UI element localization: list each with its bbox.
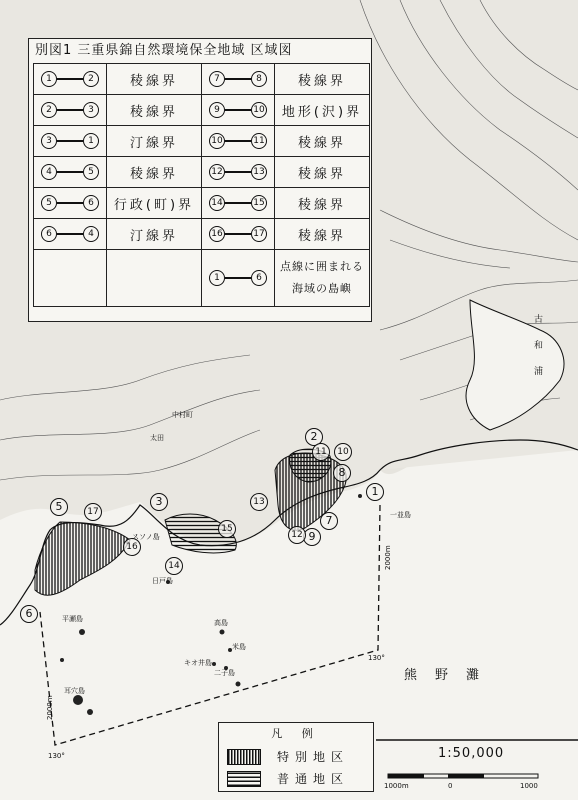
marker-2: 2 xyxy=(305,428,323,446)
boundary-pair xyxy=(34,164,106,180)
connector-line xyxy=(225,233,251,234)
place-ichinishima: 一並島 xyxy=(390,511,411,519)
connector-line xyxy=(57,78,83,79)
boundary-pair xyxy=(202,71,274,87)
scale-tick-1000: 1000 xyxy=(520,782,538,790)
right-pair-cell xyxy=(202,188,275,219)
left-pair-cell xyxy=(34,95,107,126)
place-kiojima: キオ井島 xyxy=(184,659,212,667)
connector-line xyxy=(57,233,83,234)
right-label-cell: 稜線界 xyxy=(275,219,370,250)
legend-ordinary-swatch xyxy=(227,771,261,787)
connector-line xyxy=(57,140,83,141)
deg-b: 130° xyxy=(48,752,65,760)
panel-title: 別図1 三重県錦自然環境保全地域 区域図 xyxy=(35,43,293,58)
marker-11: 11 xyxy=(312,443,330,461)
zone-boundary-panel xyxy=(28,38,372,322)
boundary-pair xyxy=(202,195,274,211)
marker-from: 6 xyxy=(41,226,57,242)
table-row xyxy=(34,157,370,188)
place-sunoshima: スソノ島 xyxy=(132,533,160,541)
connector-line xyxy=(57,109,83,110)
scale-tick-0: 0 xyxy=(448,782,453,790)
marker-6: 6 xyxy=(20,605,38,623)
connector-line xyxy=(57,202,83,203)
left-label-cell: 汀線界 xyxy=(107,126,202,157)
place-ota: 太田 xyxy=(150,434,164,442)
place-hikishima: 日戸島 xyxy=(152,577,173,585)
connector-line xyxy=(225,109,251,110)
marker-to: 8 xyxy=(251,71,267,87)
marker-to: 6 xyxy=(251,270,267,286)
scale-ratio: 1:50,000 xyxy=(438,746,505,761)
marker-to: 4 xyxy=(83,226,99,242)
boundary-pair xyxy=(34,226,106,242)
marker-14: 14 xyxy=(165,557,183,575)
marker-to: 13 xyxy=(251,164,267,180)
right-pair-cell xyxy=(202,157,275,188)
marker-5: 5 xyxy=(50,498,68,516)
legend xyxy=(218,722,374,792)
left-label-cell: 稜線界 xyxy=(107,64,202,95)
marker-from: 9 xyxy=(209,102,225,118)
right-label-cell: 稜線界 xyxy=(275,64,370,95)
right-label-cell: 地形(沢)界 xyxy=(275,95,370,126)
boundary-pair xyxy=(202,164,274,180)
marker-from: 4 xyxy=(41,164,57,180)
table-row-special xyxy=(34,250,370,307)
marker-16: 16 xyxy=(123,538,141,556)
marker-8: 8 xyxy=(333,464,351,482)
marker-3: 3 xyxy=(150,493,168,511)
left-label-cell: 行政(町)界 xyxy=(107,188,202,219)
marker-from: 12 xyxy=(209,164,225,180)
connector-line xyxy=(225,140,251,141)
table-row xyxy=(34,64,370,95)
right-label-cell: 稜線界 xyxy=(275,188,370,219)
left-label-cell: 汀線界 xyxy=(107,219,202,250)
marker-from: 1 xyxy=(209,270,225,286)
empty-cell xyxy=(34,250,107,307)
table-row xyxy=(34,188,370,219)
kumano-sea-label: 熊野灘 xyxy=(404,668,498,683)
scale-tick-1000m: 1000m xyxy=(384,782,409,790)
place-kowa-3: 浦 xyxy=(534,367,544,377)
special-label-cell xyxy=(275,250,370,307)
connector-line xyxy=(225,277,251,278)
right-label-cell: 稜線界 xyxy=(275,126,370,157)
right-pair-cell xyxy=(202,64,275,95)
marker-17: 17 xyxy=(84,503,102,521)
connector-line xyxy=(225,171,251,172)
empty-cell xyxy=(107,250,202,307)
left-label-cell: 稜線界 xyxy=(107,157,202,188)
table-row xyxy=(34,95,370,126)
boundary-pair xyxy=(34,133,106,149)
marker-15: 15 xyxy=(218,520,236,538)
right-pair-cell xyxy=(202,219,275,250)
legend-title: 凡 例 xyxy=(271,727,321,740)
boundary-table xyxy=(33,63,370,307)
right-pair-cell xyxy=(202,126,275,157)
boundary-pair xyxy=(34,71,106,87)
special-label-line2: 海域の島嶼 xyxy=(292,282,352,295)
place-mimiana: 耳穴島 xyxy=(64,687,85,695)
legend-special-label: 特別地区 xyxy=(277,750,350,764)
left-pair-cell xyxy=(34,219,107,250)
marker-from: 2 xyxy=(41,102,57,118)
marker-to: 10 xyxy=(251,102,267,118)
place-koshima: 米島 xyxy=(232,643,246,651)
marker-from: 7 xyxy=(209,71,225,87)
marker-7: 7 xyxy=(320,512,338,530)
marker-to: 11 xyxy=(251,133,267,149)
boundary-pair xyxy=(202,133,274,149)
depth-b: 2000m xyxy=(46,695,54,720)
table-row xyxy=(34,219,370,250)
place-takashima: 高島 xyxy=(214,619,228,627)
right-pair-cell xyxy=(202,95,275,126)
left-pair-cell xyxy=(34,157,107,188)
marker-from: 5 xyxy=(41,195,57,211)
marker-from: 14 xyxy=(209,195,225,211)
marker-13: 13 xyxy=(250,493,268,511)
right-label-cell: 稜線界 xyxy=(275,157,370,188)
boundary-pair xyxy=(202,226,274,242)
depth-a: 2000m xyxy=(384,545,392,570)
boundary-pair xyxy=(202,270,274,286)
boundary-pair xyxy=(202,102,274,118)
connector-line xyxy=(57,171,83,172)
legend-special-swatch xyxy=(227,749,261,765)
special-label-line1: 点線に囲まれる xyxy=(280,260,364,273)
place-kowa-2: 和 xyxy=(534,341,544,351)
special-zone-west xyxy=(35,522,130,595)
special-pair-cell xyxy=(202,250,275,307)
marker-to: 17 xyxy=(251,226,267,242)
place-kowa-1: 古 xyxy=(534,315,544,325)
marker-to: 15 xyxy=(251,195,267,211)
marker-1: 1 xyxy=(366,483,384,501)
marker-10: 10 xyxy=(334,443,352,461)
connector-line xyxy=(225,202,251,203)
marker-9: 9 xyxy=(303,528,321,546)
marker-to: 6 xyxy=(83,195,99,211)
boundary-pair xyxy=(34,195,106,211)
table-row xyxy=(34,126,370,157)
left-label-cell: 稜線界 xyxy=(107,95,202,126)
marker-to: 5 xyxy=(83,164,99,180)
place-nishima: 二子島 xyxy=(214,669,235,677)
connector-line xyxy=(225,78,251,79)
marker-to: 3 xyxy=(83,102,99,118)
left-pair-cell xyxy=(34,126,107,157)
boundary-pair xyxy=(34,102,106,118)
marker-to: 1 xyxy=(83,133,99,149)
marker-from: 1 xyxy=(41,71,57,87)
marker-12: 12 xyxy=(288,526,306,544)
left-pair-cell xyxy=(34,64,107,95)
place-hirase: 平瀬島 xyxy=(62,615,83,623)
marker-from: 3 xyxy=(41,133,57,149)
marker-from: 16 xyxy=(209,226,225,242)
legend-ordinary-label: 普通地区 xyxy=(277,772,350,786)
left-pair-cell xyxy=(34,188,107,219)
deg-a: 130° xyxy=(368,654,385,662)
marker-from: 10 xyxy=(209,133,225,149)
marker-to: 2 xyxy=(83,71,99,87)
place-nakamura: 中村町 xyxy=(172,411,193,419)
